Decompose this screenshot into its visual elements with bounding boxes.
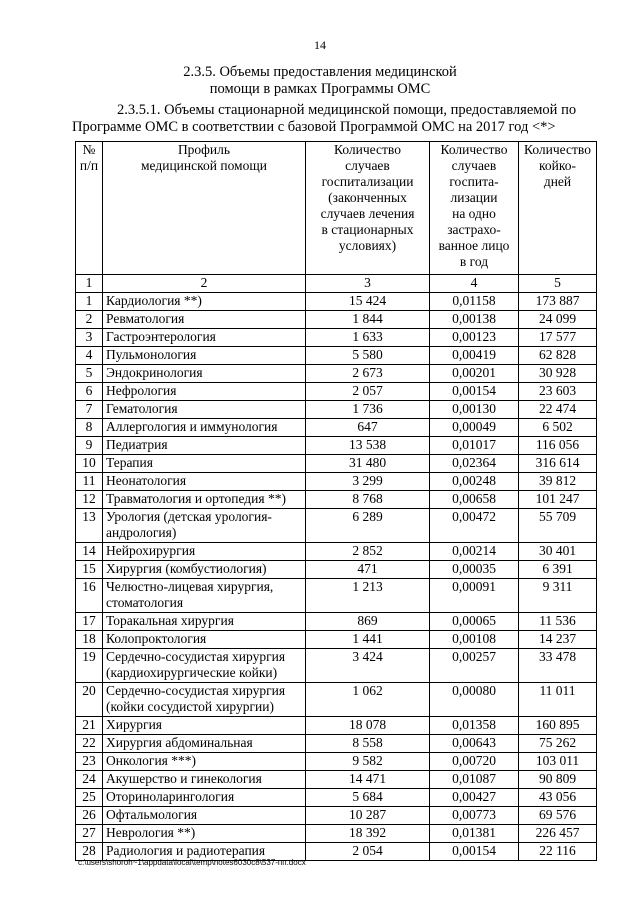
profile-name — [103, 789, 306, 807]
table-row — [76, 717, 597, 735]
profile-name-line: Кардиология **) — [106, 293, 202, 308]
column-number-cell: 4 — [430, 275, 519, 293]
section-title — [120, 64, 520, 98]
profile-name-line: (кардиохирургические койки) — [106, 665, 278, 680]
cases-per-insured: 0,00065 — [430, 613, 519, 631]
profile-name-line: стоматология — [106, 595, 184, 610]
header-per-insured-line: на одно — [452, 206, 496, 221]
bed-days: 69 576 — [519, 807, 597, 825]
profile-name — [103, 649, 306, 683]
profile-name — [103, 401, 306, 419]
cases-per-insured: 0,00138 — [430, 311, 519, 329]
profile-name — [103, 437, 306, 455]
row-number: 19 — [76, 649, 103, 683]
profile-name-line: Хирургия (комбустиология) — [106, 561, 267, 576]
hospitalization-cases: 869 — [306, 613, 430, 631]
profile-name — [103, 683, 306, 717]
column-number-cell: 2 — [103, 275, 306, 293]
hospitalization-cases: 18 078 — [306, 717, 430, 735]
profile-name — [103, 473, 306, 491]
cases-per-insured: 0,00154 — [430, 843, 519, 861]
profile-name — [103, 613, 306, 631]
profile-name-line: Неврология **) — [106, 825, 196, 840]
hospitalization-cases: 647 — [306, 419, 430, 437]
profile-name-line: Травматология и ортопедия **) — [106, 491, 286, 506]
bed-days: 22 116 — [519, 843, 597, 861]
table-row — [76, 683, 597, 717]
profile-name — [103, 807, 306, 825]
row-number: 21 — [76, 717, 103, 735]
cases-per-insured: 0,00720 — [430, 753, 519, 771]
cases-per-insured: 0,00658 — [430, 491, 519, 509]
profile-name — [103, 365, 306, 383]
hospital-volume-table — [75, 141, 597, 861]
header-number-line: № — [82, 142, 96, 157]
header-per-insured-line: Количество — [440, 142, 508, 157]
profile-name-line: Гематология — [106, 401, 178, 416]
cases-per-insured: 0,00035 — [430, 561, 519, 579]
profile-name — [103, 579, 306, 613]
table-row — [76, 825, 597, 843]
table-header-row — [76, 142, 597, 275]
subsection-title-line-1: 2.3.5.1. Объемы стационарной медицинской помощи, предоставляемой по — [117, 102, 577, 118]
hospitalization-cases: 13 538 — [306, 437, 430, 455]
profile-name-line: андрология) — [106, 525, 177, 540]
cases-per-insured: 0,00248 — [430, 473, 519, 491]
cases-per-insured: 0,00080 — [430, 683, 519, 717]
bed-days: 9 311 — [519, 579, 597, 613]
table-row — [76, 401, 597, 419]
table-row — [76, 771, 597, 789]
row-number: 4 — [76, 347, 103, 365]
table-row — [76, 561, 597, 579]
header-cases-line: Количество — [334, 142, 401, 157]
hospitalization-cases: 471 — [306, 561, 430, 579]
profile-name-line: Нейрохирургия — [106, 543, 196, 558]
table-row — [76, 473, 597, 491]
cases-per-insured: 0,01358 — [430, 717, 519, 735]
bed-days: 24 099 — [519, 311, 597, 329]
cases-per-insured: 0,00214 — [430, 543, 519, 561]
bed-days: 316 614 — [519, 455, 597, 473]
row-number: 23 — [76, 753, 103, 771]
bed-days: 90 809 — [519, 771, 597, 789]
hospitalization-cases: 1 213 — [306, 579, 430, 613]
bed-days: 23 603 — [519, 383, 597, 401]
bed-days: 101 247 — [519, 491, 597, 509]
cases-per-insured: 0,00773 — [430, 807, 519, 825]
hospitalization-cases: 3 299 — [306, 473, 430, 491]
cases-per-insured: 0,00130 — [430, 401, 519, 419]
hospitalization-cases: 5 580 — [306, 347, 430, 365]
table-row — [76, 753, 597, 771]
table-body — [76, 275, 597, 861]
section-title-line-1: 2.3.5. Объемы предоставления медицинской — [183, 64, 457, 80]
row-number: 1 — [76, 293, 103, 311]
table-row — [76, 455, 597, 473]
profile-name — [103, 293, 306, 311]
profile-name — [103, 347, 306, 365]
bed-days: 14 237 — [519, 631, 597, 649]
header-per-insured-line: госпита- — [449, 174, 499, 189]
row-number: 15 — [76, 561, 103, 579]
cases-per-insured: 0,00257 — [430, 649, 519, 683]
cases-per-insured: 0,00201 — [430, 365, 519, 383]
profile-name-line: Нефрология — [106, 383, 177, 398]
bed-days: 17 577 — [519, 329, 597, 347]
row-number: 28 — [76, 843, 103, 861]
table-row — [76, 735, 597, 753]
header-cases-line: условиях) — [338, 238, 397, 253]
bed-days: 173 887 — [519, 293, 597, 311]
header-per-insured-line: лизации — [450, 190, 498, 205]
profile-name — [103, 509, 306, 543]
profile-name-line: Торакальная хирургия — [106, 613, 234, 628]
column-number-cell: 5 — [519, 275, 597, 293]
header-cases-line: госпитализации — [321, 174, 414, 189]
header-per-insured-line: случаев — [451, 158, 497, 173]
profile-name — [103, 753, 306, 771]
bed-days: 55 709 — [519, 509, 597, 543]
profile-name-line: Пульмонология — [106, 347, 197, 362]
profile-name — [103, 419, 306, 437]
cases-per-insured: 0,00427 — [430, 789, 519, 807]
table-row — [76, 347, 597, 365]
row-number: 9 — [76, 437, 103, 455]
table-row — [76, 509, 597, 543]
row-number: 16 — [76, 579, 103, 613]
bed-days: 6 391 — [519, 561, 597, 579]
row-number: 2 — [76, 311, 103, 329]
profile-name — [103, 561, 306, 579]
table-row — [76, 419, 597, 437]
bed-days: 39 812 — [519, 473, 597, 491]
cases-per-insured: 0,01017 — [430, 437, 519, 455]
header-profile-line: медицинской помощи — [141, 158, 267, 173]
profile-name-line: Неонатология — [106, 473, 187, 488]
cases-per-insured: 0,01381 — [430, 825, 519, 843]
profile-name-line: Радиология и радиотерапия — [106, 843, 266, 858]
table-row — [76, 365, 597, 383]
hospitalization-cases: 15 424 — [306, 293, 430, 311]
table-row — [76, 329, 597, 347]
table-row — [76, 293, 597, 311]
hospitalization-cases: 2 673 — [306, 365, 430, 383]
profile-name-line: Эндокринология — [106, 365, 203, 380]
header-bed-days — [519, 142, 597, 275]
bed-days: 160 895 — [519, 717, 597, 735]
profile-name — [103, 311, 306, 329]
hospitalization-cases: 1 441 — [306, 631, 430, 649]
profile-name-line: Офтальмология — [106, 807, 198, 822]
profile-name — [103, 329, 306, 347]
header-cases-line: в стационарных — [321, 222, 414, 237]
table-row — [76, 613, 597, 631]
row-number: 3 — [76, 329, 103, 347]
header-bed-days-line: дней — [543, 174, 572, 189]
profile-name-line: Урология (детская урология- — [106, 509, 272, 524]
header-per-insured-line: застрахо- — [447, 222, 501, 237]
profile-name — [103, 491, 306, 509]
table-row — [76, 383, 597, 401]
table-row — [76, 649, 597, 683]
header-cases-line: случаев лечения — [320, 206, 415, 221]
row-number: 27 — [76, 825, 103, 843]
profile-name-line: Аллергология и иммунология — [106, 419, 278, 434]
row-number: 6 — [76, 383, 103, 401]
cases-per-insured: 0,02364 — [430, 455, 519, 473]
row-number: 8 — [76, 419, 103, 437]
profile-name-line: Педиатрия — [106, 437, 168, 452]
profile-name-line: Сердечно-сосудистая хирургия — [106, 649, 286, 664]
cases-per-insured: 0,00643 — [430, 735, 519, 753]
hospitalization-cases: 10 287 — [306, 807, 430, 825]
profile-name — [103, 771, 306, 789]
bed-days: 62 828 — [519, 347, 597, 365]
header-bed-days-line: койко- — [539, 158, 576, 173]
header-per-insured — [430, 142, 519, 275]
hospitalization-cases: 9 582 — [306, 753, 430, 771]
column-number-row — [76, 275, 597, 293]
bed-days: 30 401 — [519, 543, 597, 561]
table-row — [76, 579, 597, 613]
hospitalization-cases: 18 392 — [306, 825, 430, 843]
cases-per-insured: 0,00123 — [430, 329, 519, 347]
bed-days: 11 536 — [519, 613, 597, 631]
row-number: 5 — [76, 365, 103, 383]
subsection-title-line-2: Программе ОМС в соответствии с базовой Программой ОМС на 2017 год <*> — [72, 119, 556, 135]
cases-per-insured: 0,00419 — [430, 347, 519, 365]
row-number: 17 — [76, 613, 103, 631]
table-row — [76, 311, 597, 329]
table-row — [76, 789, 597, 807]
cases-per-insured: 0,00091 — [430, 579, 519, 613]
cases-per-insured: 0,00154 — [430, 383, 519, 401]
cases-per-insured: 0,00049 — [430, 419, 519, 437]
row-number: 14 — [76, 543, 103, 561]
hospitalization-cases: 2 852 — [306, 543, 430, 561]
cases-per-insured: 0,01087 — [430, 771, 519, 789]
hospitalization-cases: 8 558 — [306, 735, 430, 753]
table-row — [76, 543, 597, 561]
profile-name-line: (койки сосудистой хирургии) — [106, 699, 274, 714]
header-number — [76, 142, 103, 275]
table-row — [76, 807, 597, 825]
row-number: 18 — [76, 631, 103, 649]
row-number: 26 — [76, 807, 103, 825]
profile-name — [103, 631, 306, 649]
row-number: 22 — [76, 735, 103, 753]
header-cases-line: (законченных — [328, 190, 407, 205]
file-path-footer: c:\users\shoroh~1\appdata\local\temp\notes6030c8\537-пп.docx — [78, 858, 306, 867]
hospitalization-cases: 5 684 — [306, 789, 430, 807]
profile-name-line: Колопроктология — [106, 631, 207, 646]
table-row — [76, 437, 597, 455]
page-number: 14 — [314, 38, 326, 52]
profile-name — [103, 455, 306, 473]
row-number: 10 — [76, 455, 103, 473]
hospitalization-cases: 8 768 — [306, 491, 430, 509]
profile-name-line: Челюстно-лицевая хирургия, — [106, 579, 274, 594]
header-bed-days-line: Количество — [524, 142, 591, 157]
header-profile — [103, 142, 306, 275]
bed-days: 6 502 — [519, 419, 597, 437]
header-per-insured-line: в год — [459, 254, 489, 269]
bed-days: 33 478 — [519, 649, 597, 683]
table-row — [76, 491, 597, 509]
profile-name-line: Онкология ***) — [106, 753, 196, 768]
header-number-line: п/п — [79, 158, 99, 173]
hospitalization-cases: 3 424 — [306, 649, 430, 683]
row-number: 13 — [76, 509, 103, 543]
cases-per-insured: 0,01158 — [430, 293, 519, 311]
column-number-cell: 3 — [306, 275, 430, 293]
hospitalization-cases: 6 289 — [306, 509, 430, 543]
profile-name-line: Сердечно-сосудистая хирургия — [106, 683, 286, 698]
cases-per-insured: 0,00108 — [430, 631, 519, 649]
profile-name — [103, 735, 306, 753]
table-row — [76, 631, 597, 649]
bed-days: 30 928 — [519, 365, 597, 383]
bed-days: 11 011 — [519, 683, 597, 717]
hospitalization-cases: 1 633 — [306, 329, 430, 347]
subsection-title — [72, 102, 602, 136]
bed-days: 43 056 — [519, 789, 597, 807]
profile-name-line: Хирургия — [106, 717, 163, 732]
bed-days: 226 457 — [519, 825, 597, 843]
profile-name — [103, 383, 306, 401]
section-title-line-2: помощи в рамках Программы ОМС — [209, 81, 431, 97]
header-cases — [306, 142, 430, 275]
row-number: 12 — [76, 491, 103, 509]
row-number: 24 — [76, 771, 103, 789]
hospitalization-cases: 14 471 — [306, 771, 430, 789]
profile-name-line: Гастроэнтерология — [106, 329, 216, 344]
header-per-insured-line: ванное лицо — [438, 238, 510, 253]
bed-days: 22 474 — [519, 401, 597, 419]
hospitalization-cases: 1 844 — [306, 311, 430, 329]
profile-name-line: Оториноларингология — [106, 789, 235, 804]
profile-name — [103, 717, 306, 735]
profile-name-line: Ревматология — [106, 311, 185, 326]
header-profile-line: Профиль — [177, 142, 231, 157]
bed-days: 103 011 — [519, 753, 597, 771]
hospitalization-cases: 1 736 — [306, 401, 430, 419]
bed-days: 116 056 — [519, 437, 597, 455]
profile-name-line: Хирургия абдоминальная — [106, 735, 253, 750]
row-number: 25 — [76, 789, 103, 807]
bed-days: 75 262 — [519, 735, 597, 753]
hospitalization-cases: 2 057 — [306, 383, 430, 401]
profile-name-line: Терапия — [106, 455, 153, 470]
header-cases-line: случаев — [345, 158, 390, 173]
hospitalization-cases: 31 480 — [306, 455, 430, 473]
row-number: 7 — [76, 401, 103, 419]
cases-per-insured: 0,00472 — [430, 509, 519, 543]
row-number: 11 — [76, 473, 103, 491]
row-number: 20 — [76, 683, 103, 717]
column-number-cell: 1 — [76, 275, 103, 293]
profile-name-line: Акушерство и гинекология — [106, 771, 262, 786]
hospitalization-cases: 1 062 — [306, 683, 430, 717]
profile-name — [103, 825, 306, 843]
profile-name — [103, 543, 306, 561]
hospitalization-cases: 2 054 — [306, 843, 430, 861]
